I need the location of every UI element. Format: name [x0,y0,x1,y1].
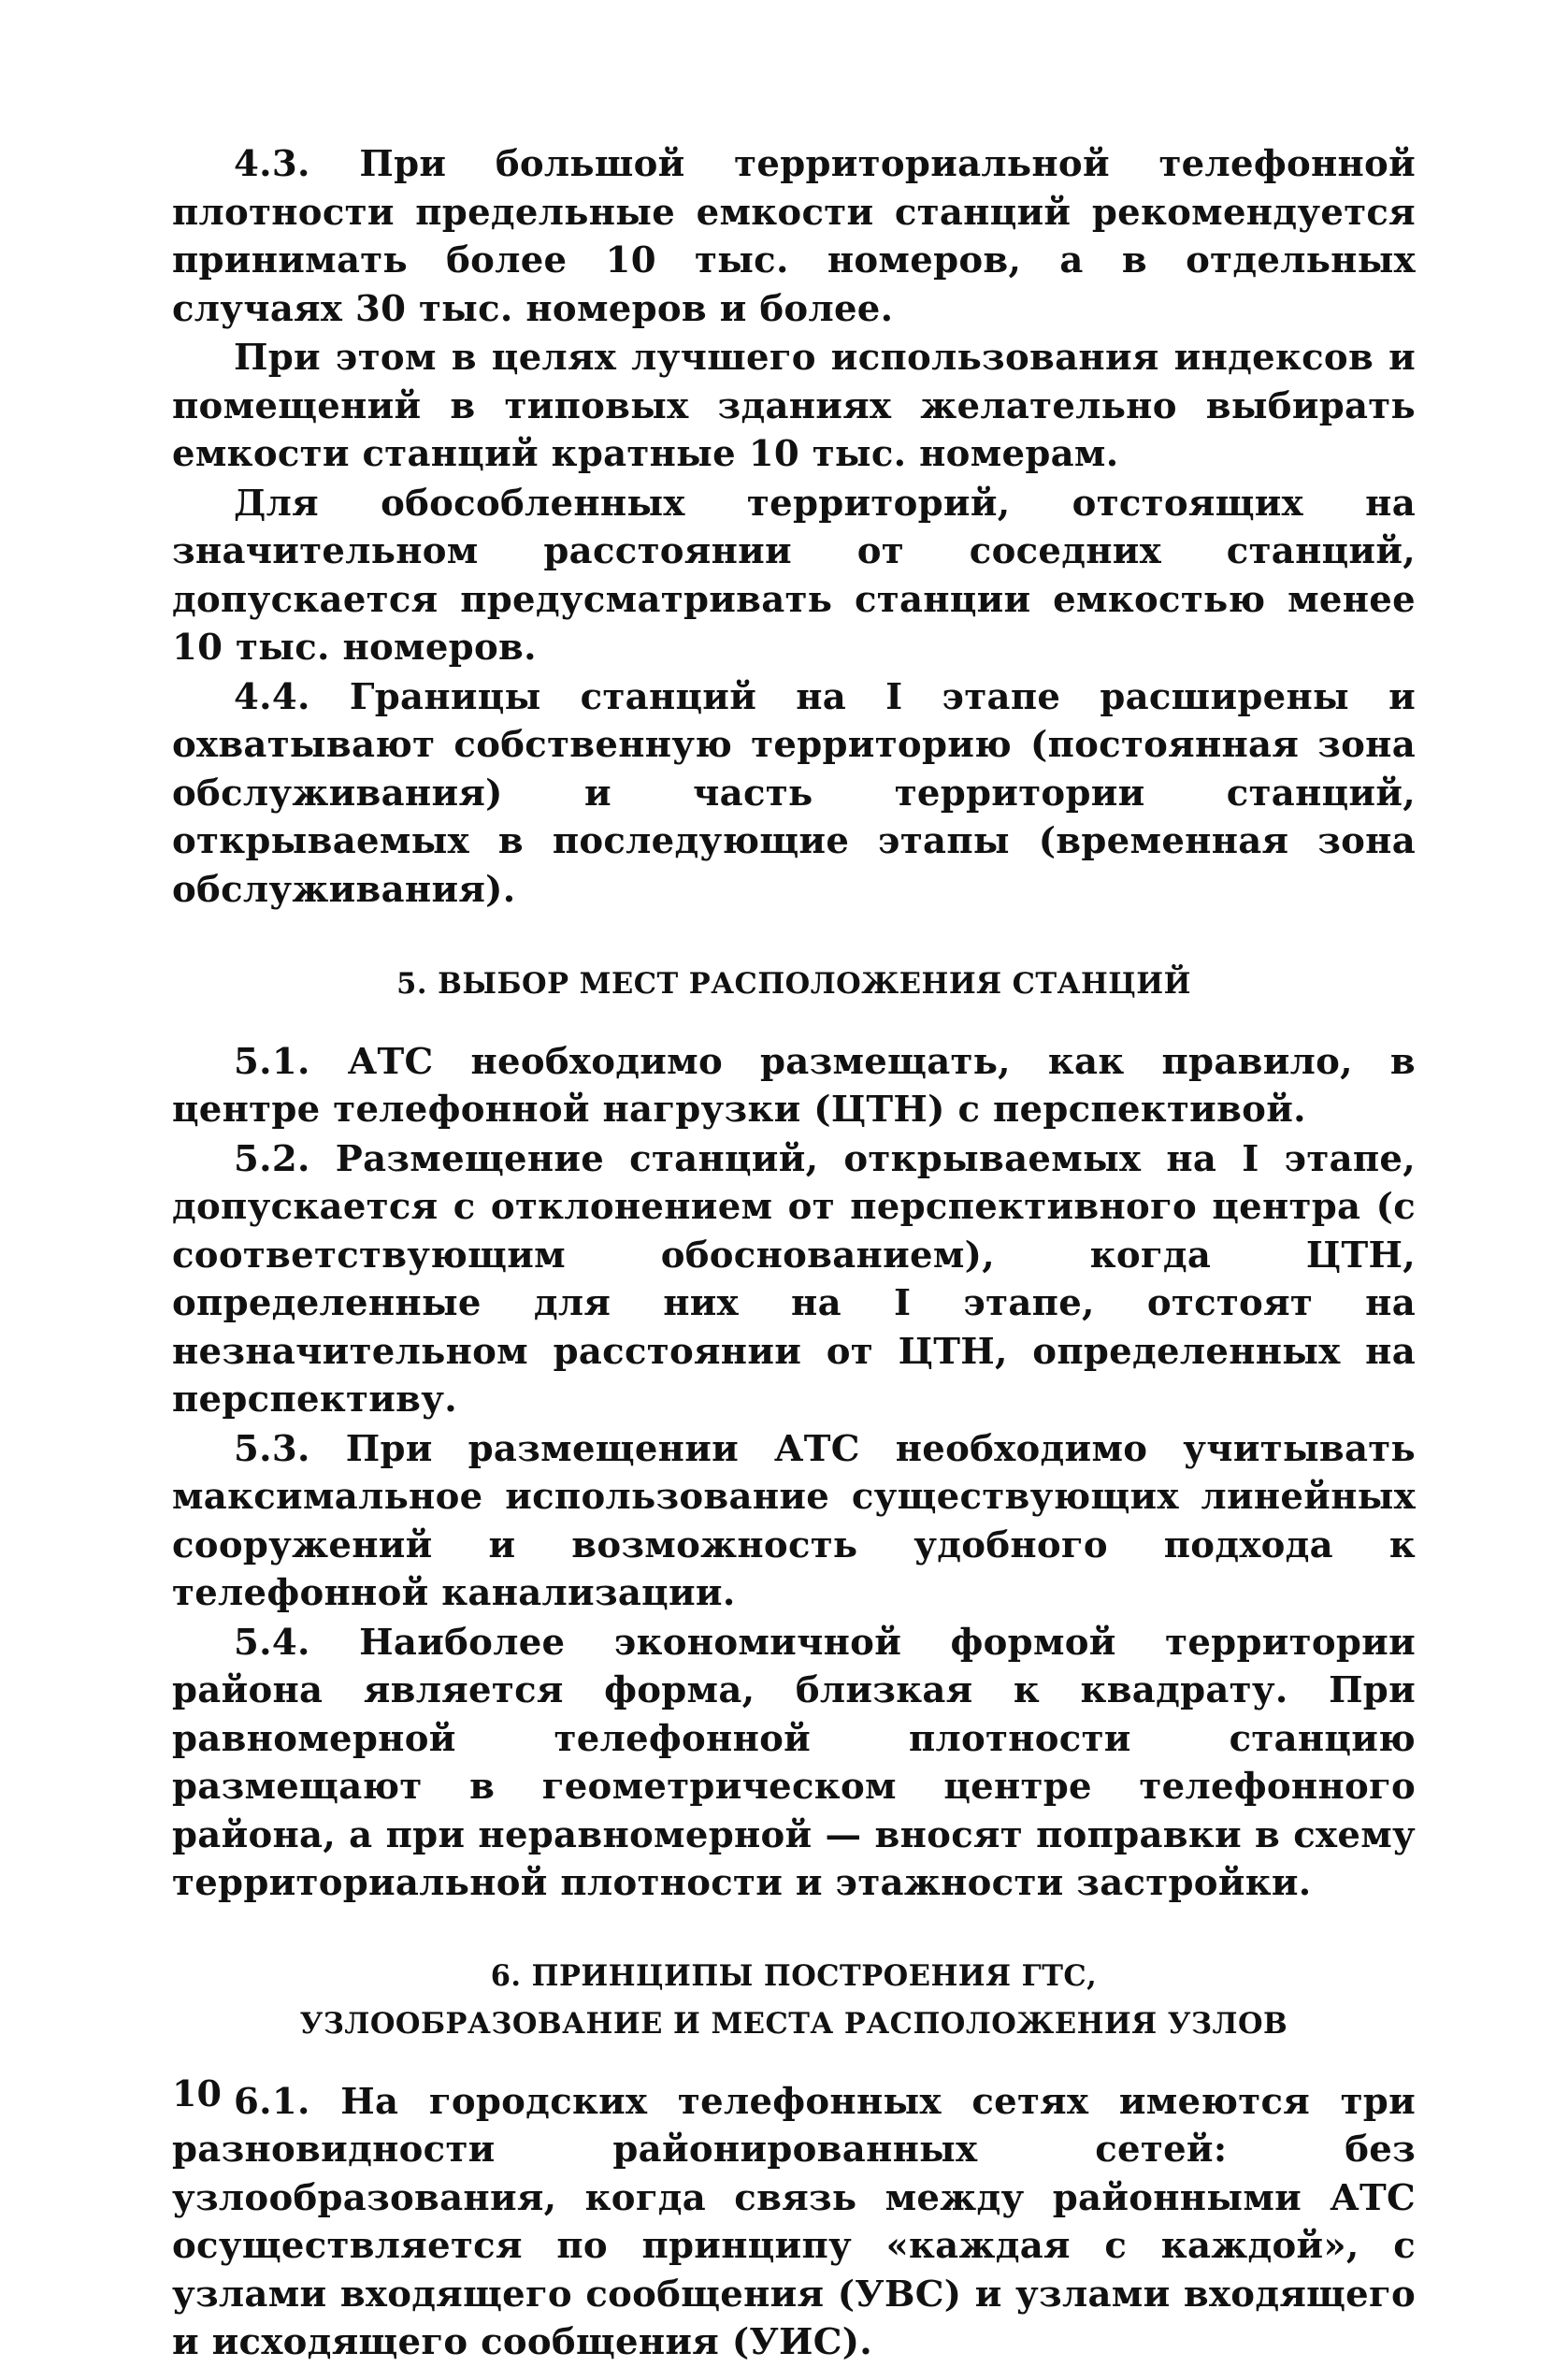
paragraph-4-3: 4.3. При большой территориальной телефонной плотности предельные емкости станций рекомендуется принимать более 10 тыс. номеров, а в отдельных случаях 30 тыс. номеров и более. [172,143,1416,330]
paragraph-4-4: 4.4. Границы станций на I этапе расширены и охватывают собственную территорию (постоянная зона обслуживания) и часть территории станций, открываемых в последующие этапы (временная зона обслуживания). [172,675,1416,911]
section-6-heading-line1: 6. ПРИНЦИПЫ ПОСТРОЕНИЯ ГТС, [490,1958,1098,1993]
paragraph-5-4: 5.4. Наиболее экономичной формой территории района является форма, близкая к квадрату. При равномерной телефонной плотности станцию размещают в геометрическом центре телефонного района, а при неравномерной — вносят поправки в схему территориальной плотности и этажности застройки. [172,1621,1416,1904]
document-page [172,140,1416,2367]
section-5-heading: 5. ВЫБОР МЕСТ РАСПОЛОЖЕНИЯ СТАНЦИЙ [396,967,1191,1001]
paragraph-4-3-indices: При этом в целях лучшего использования индексов и помещений в типовых зданиях желательно выбирать емкости станций кратные 10 тыс. номерам. [172,337,1416,475]
paragraph-5-1: 5.1. АТС необходимо размещать, как правило, в центре телефонной нагрузки (ЦТН) с перспективой. [172,1040,1416,1131]
section-6-heading [172,1953,1416,2049]
paragraph-6-1: 6.1. На городских телефонных сетях имеются три разновидности районированных сетей: без узлообразования, когда связь между районными АТС осуществляется по принципу «каждая с каждой», с узлами входящего сообщения (УВС) и узлами входящего и исходящего сообщения (УИС). [172,2080,1416,2363]
page-number: 10 [172,2072,222,2114]
paragraph-5-2: 5.2. Размещение станций, открываемых на I этапе, допускается с отклонением от перспективного центра (с соответствующим обоснованием), когда ЦТН, определенные для них на I этапе, отстоят на незначительном расстоянии от ЦТН, определенных на перспективу. [172,1137,1416,1421]
paragraph-5-3: 5.3. При размещении АТС необходимо учитывать максимальное использование существующих линейных сооружений и возможность удобного подхода к телефонной канализации. [172,1427,1416,1614]
paragraph-4-3-isolated: Для обособленных территорий, отстоящих на значительном расстоянии от соседних станций, допускается предусматривать станции емкостью менее 10 тыс. номеров. [172,482,1416,669]
section-6-heading-line2: УЗЛООБРАЗОВАНИЕ И МЕСТА РАСПОЛОЖЕНИЯ УЗЛОВ [299,2007,1288,2041]
